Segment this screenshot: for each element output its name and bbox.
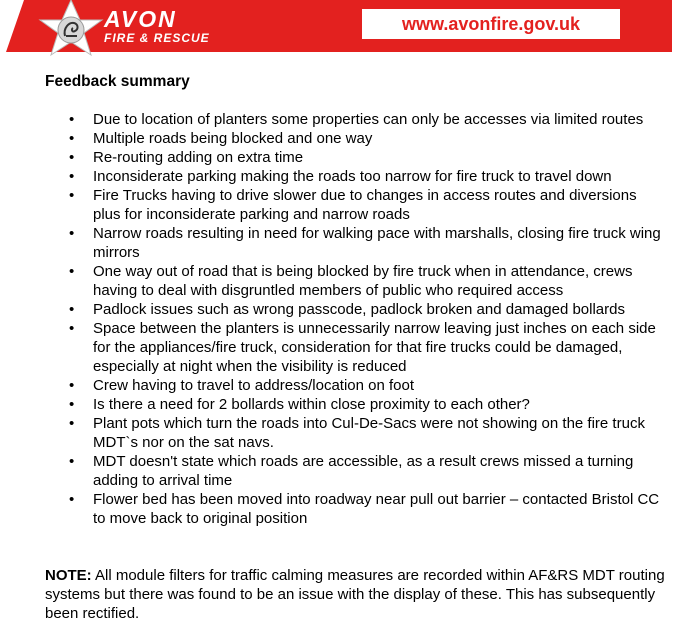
bullet-icon: •	[69, 187, 75, 204]
list-item	[69, 129, 668, 148]
list-item-text: Crew having to travel to address/location on foot	[93, 377, 415, 394]
list-item-text: Re-routing adding on extra time	[93, 149, 304, 166]
fire-service-star-logo-icon	[36, 0, 106, 68]
note-label: NOTE:	[45, 567, 92, 584]
list-item	[69, 110, 668, 129]
brand-wordmark	[104, 8, 210, 44]
list-item	[69, 186, 668, 224]
list-item-text: Narrow roads resulting in need for walking pace with marshalls, closing fire truck wing mirrors	[93, 225, 661, 261]
note-paragraph	[45, 566, 670, 623]
list-item-text: Padlock issues such as wrong passcode, padlock broken and damaged bollards	[93, 301, 625, 318]
list-item-text: Plant pots which turn the roads into Cul-De-Sacs were not showing on the fire truck MDT`s nor on the sat navs.	[93, 415, 645, 451]
bullet-icon: •	[69, 415, 75, 432]
list-item	[69, 452, 668, 490]
list-item	[69, 148, 668, 167]
list-item	[69, 414, 668, 452]
banner-corner	[6, 0, 24, 52]
list-item-text: Fire Trucks having to drive slower due to changes in access routes and diversions plus for inconsiderate parking and narrow roads	[93, 187, 637, 223]
list-item	[69, 262, 668, 300]
brand-main: AVON	[104, 6, 177, 32]
list-item	[69, 300, 668, 319]
bullet-icon: •	[69, 168, 75, 185]
brand-sub: FIRE & RESCUE	[104, 31, 210, 45]
bullet-icon: •	[69, 149, 75, 166]
list-item-text: MDT doesn't state which roads are accessible, as a result crews missed a turning adding to arrival time	[93, 453, 634, 489]
list-item-text: Is there a need for 2 bollards within close proximity to each other?	[93, 396, 530, 413]
bullet-icon: •	[69, 453, 75, 470]
bullet-icon: •	[69, 225, 75, 242]
list-item-text: Space between the planters is unnecessarily narrow leaving just inches on each side for the appliances/fire truck, consideration for that fire trucks could be damaged, especially at night when the visibility is reduced	[93, 320, 656, 375]
website-url[interactable]: www.avonfire.gov.uk	[362, 9, 620, 39]
list-item-text: Multiple roads being blocked and one way	[93, 130, 373, 147]
bullet-icon: •	[69, 301, 75, 318]
list-item-text: Inconsiderate parking making the roads too narrow for fire truck to travel down	[93, 168, 612, 185]
page-title: Feedback summary	[45, 73, 190, 90]
list-item	[69, 224, 668, 262]
bullet-icon: •	[69, 396, 75, 413]
bullet-icon: •	[69, 130, 75, 147]
bullet-icon: •	[69, 320, 75, 337]
list-item	[69, 490, 668, 528]
list-item-text: Due to location of planters some properties can only be accesses via limited routes	[93, 111, 644, 128]
list-item	[69, 319, 668, 376]
list-item-text: One way out of road that is being blocked by fire truck when in attendance, crews having to deal with disgruntled members of public who required access	[93, 263, 633, 299]
bullet-icon: •	[69, 491, 75, 508]
list-item	[69, 395, 668, 414]
feedback-list	[69, 110, 668, 528]
bullet-icon: •	[69, 111, 75, 128]
list-item	[69, 167, 668, 186]
bullet-icon: •	[69, 263, 75, 280]
list-item	[69, 376, 668, 395]
list-item-text: Flower bed has been moved into roadway near pull out barrier – contacted Bristol CC to move back to original position	[93, 491, 660, 527]
bullet-icon: •	[69, 377, 75, 394]
note-text: All module filters for traffic calming measures are recorded within AF&RS MDT routing systems but there was found to be an issue with the display of these. This has subsequently been rectified.	[45, 567, 665, 622]
